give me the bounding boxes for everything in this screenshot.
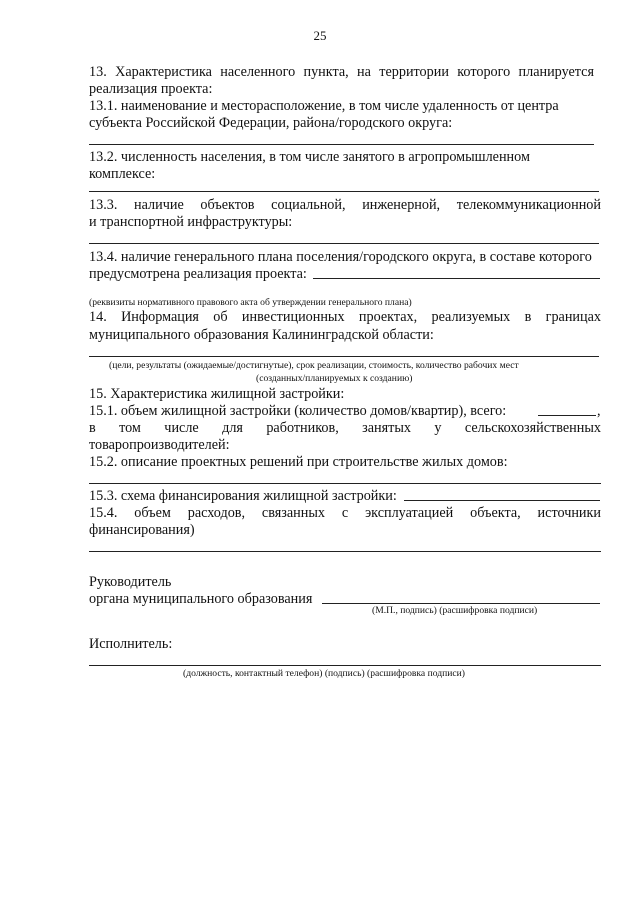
item-13-4-line2: предусмотрена реализация проекта:	[89, 266, 307, 282]
fill-line-15-2	[89, 483, 601, 484]
item-15-2: 15.2. описание проектных решений при строительстве жилых домов:	[89, 454, 508, 470]
fill-line-15-4	[89, 551, 601, 552]
item-13-3-line2: и транспортной инфраструктуры:	[89, 214, 293, 230]
item-14-line1: 14. Информация об инвестиционных проектах, реализуемых в границах	[89, 309, 601, 325]
item-15-1-comma: ,	[597, 403, 601, 419]
fill-line-15-1	[538, 415, 596, 416]
note-14-line1: (цели, результаты (ожидаемые/достигнутые), срок реализации, стоимость, количество рабочих мест	[109, 360, 519, 371]
note-13-4: (реквизиты нормативного правового акта об утверждении генерального плана)	[89, 297, 412, 308]
executor-label: Исполнитель:	[89, 636, 173, 652]
item-15-1-line2: в том числе для работников, занятых у сельскохозяйственных	[89, 420, 601, 436]
note-14-line2: (созданных/планируемых к созданию)	[256, 373, 413, 384]
executor-signature-note: (должность, контактный телефон) (подпись) (расшифровка подписи)	[183, 668, 465, 679]
item-13-2-line2: комплексе:	[89, 166, 156, 182]
head-label-line1: Руководитель	[89, 574, 172, 590]
fill-line-13-4	[313, 278, 600, 279]
item-15-4-line2: финансирования)	[89, 522, 195, 538]
item-13-2-line1: 13.2. численность населения, в том числе занятого в агропромышленном	[89, 149, 530, 165]
item-13-line2: реализация проекта:	[89, 81, 213, 97]
item-13-line1: 13. Характеристика населенного пункта, на территории которого планируется	[89, 64, 594, 80]
fill-line-14	[89, 356, 599, 357]
fill-line-13-3	[89, 243, 599, 244]
executor-signature-line	[89, 665, 601, 666]
item-15-4-line1: 15.4. объем расходов, связанных с эксплуатацией объекта, источники	[89, 505, 601, 521]
head-signature-line	[322, 603, 600, 604]
item-15-1-line3: товаропроизводителей:	[89, 437, 230, 453]
item-15-3: 15.3. схема финансирования жилищной застройки:	[89, 488, 397, 504]
item-14-line2: муниципального образования Калининградской области:	[89, 327, 434, 343]
fill-line-15-3	[404, 500, 600, 501]
fill-line-13-2	[89, 191, 599, 192]
item-15: 15. Характеристика жилищной застройки:	[89, 386, 345, 402]
head-signature-note: (М.П., подпись) (расшифровка подписи)	[372, 605, 538, 616]
item-13-4-line1: 13.4. наличие генерального плана поселения/городского округа, в составе которого	[89, 249, 592, 265]
item-13-3-line1: 13.3. наличие объектов социальной, инженерной, телекоммуникационной	[89, 197, 601, 213]
item-15-1-line1: 15.1. объем жилищной застройки (количество домов/квартир), всего:	[89, 403, 507, 419]
head-label-line2: органа муниципального образования	[89, 591, 313, 607]
fill-line-13-1	[89, 144, 594, 145]
page-number: 25	[313, 28, 327, 43]
item-13-1-line2: субъекта Российской Федерации, района/городского округа:	[89, 115, 453, 131]
item-13-1-line1: 13.1. наименование и месторасположение, в том числе удаленность от центра	[89, 98, 559, 114]
